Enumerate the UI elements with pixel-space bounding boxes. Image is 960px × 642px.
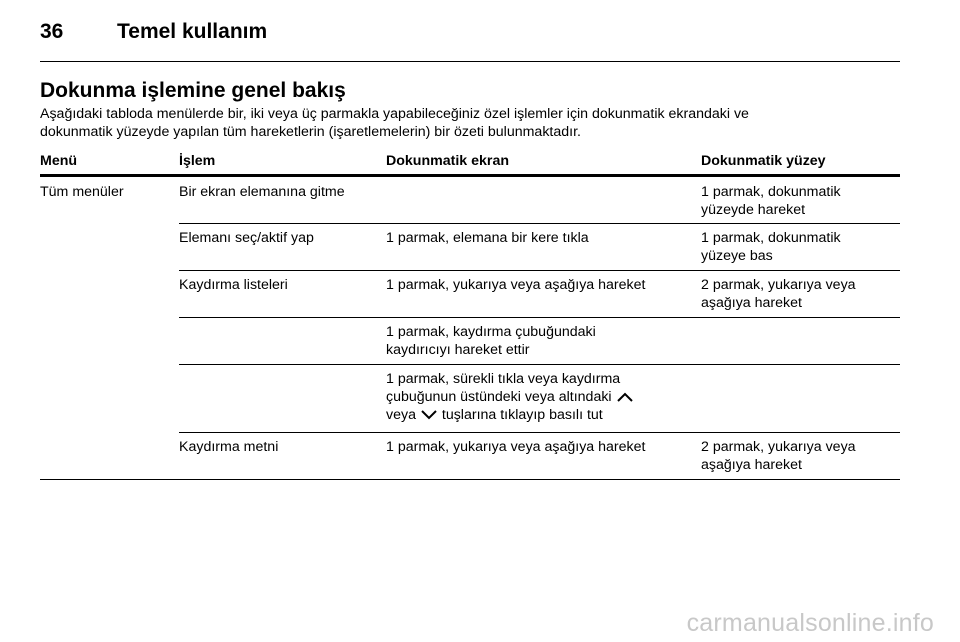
table-row [40, 223, 900, 270]
cell-touchpad-line: 2 parmak, yukarıya veya [701, 277, 856, 293]
cell-touchpad-line: aşağıya hareket [701, 295, 802, 311]
table-row [40, 177, 900, 223]
watermark: carmanualsonline.info [686, 609, 934, 637]
cell-touchscreen-line: 1 parmak, kaydırma çubuğundaki [386, 324, 596, 340]
header-rule [40, 61, 900, 62]
page-header [40, 20, 900, 60]
page-section-title: Temel kullanım [117, 20, 268, 43]
header-menu: Menü [40, 153, 78, 169]
cell-action: Kaydırma listeleri [179, 277, 288, 293]
cell-touchpad [701, 438, 901, 474]
cell-touchpad [701, 183, 901, 219]
header-action: İşlem [179, 153, 216, 169]
cell-touchpad-line: yüzeye bas [701, 248, 773, 264]
table-row [40, 432, 900, 480]
cell-touchscreen-line: çubuğunun üstündeki veya altındaki [386, 389, 612, 405]
cell-touchscreen: 1 parmak, yukarıya veya aşağıya hareket [386, 439, 646, 455]
cell-touchscreen-line: kaydırıcıyı hareket ettir [386, 342, 530, 358]
cell-touchscreen [386, 370, 686, 424]
intro-line-1: Aşağıdaki tabloda menülerde bir, iki veya üç parmakla yapabileceğiniz özel işlemler için dokunmatik ekrandaki ve [40, 106, 749, 122]
table-row [40, 270, 900, 317]
cell-touchscreen-line: veya [386, 407, 416, 423]
intro-line-2: dokunmatik yüzeyde yapılan tüm hareketlerin (işaretlemelerin) bir özeti bulunmaktadır. [40, 124, 581, 140]
table-row [40, 364, 900, 432]
cell-action: Elemanı seç/aktif yap [179, 230, 314, 246]
cell-action: Kaydırma metni [179, 439, 279, 455]
chevron-up-icon [616, 391, 634, 403]
cell-touchscreen [386, 323, 686, 359]
header-touchpad: Dokunmatik yüzey [701, 153, 826, 169]
cell-touchpad [701, 229, 901, 265]
page-number: 36 [40, 20, 64, 43]
intro-paragraph [40, 105, 900, 141]
cell-touchscreen-line: tuşlarına tıklayıp basılı tut [441, 407, 603, 423]
cell-touchpad-line: 1 parmak, dokunmatik [701, 230, 841, 246]
table-row [40, 317, 900, 364]
section-title: Dokunma işlemine genel bakış [40, 79, 346, 102]
gesture-table [40, 152, 900, 480]
cell-touchpad-line: 2 parmak, yukarıya veya [701, 439, 856, 455]
cell-touchpad [701, 276, 901, 312]
cell-touchscreen: 1 parmak, yukarıya veya aşağıya hareket [386, 277, 646, 293]
chevron-down-icon [420, 409, 438, 421]
cell-touchscreen: 1 parmak, elemana bir kere tıkla [386, 230, 589, 246]
cell-action: Bir ekran elemanına gitme [179, 184, 345, 200]
header-touchscreen: Dokunmatik ekran [386, 153, 509, 169]
cell-touchscreen-line: 1 parmak, sürekli tıkla veya kaydırma [386, 371, 621, 387]
cell-menu: Tüm menüler [40, 184, 124, 200]
cell-touchpad-line: yüzeyde hareket [701, 202, 806, 218]
table-header [40, 152, 900, 177]
cell-touchpad-line: 1 parmak, dokunmatik [701, 184, 841, 200]
cell-touchpad-line: aşağıya hareket [701, 457, 802, 473]
